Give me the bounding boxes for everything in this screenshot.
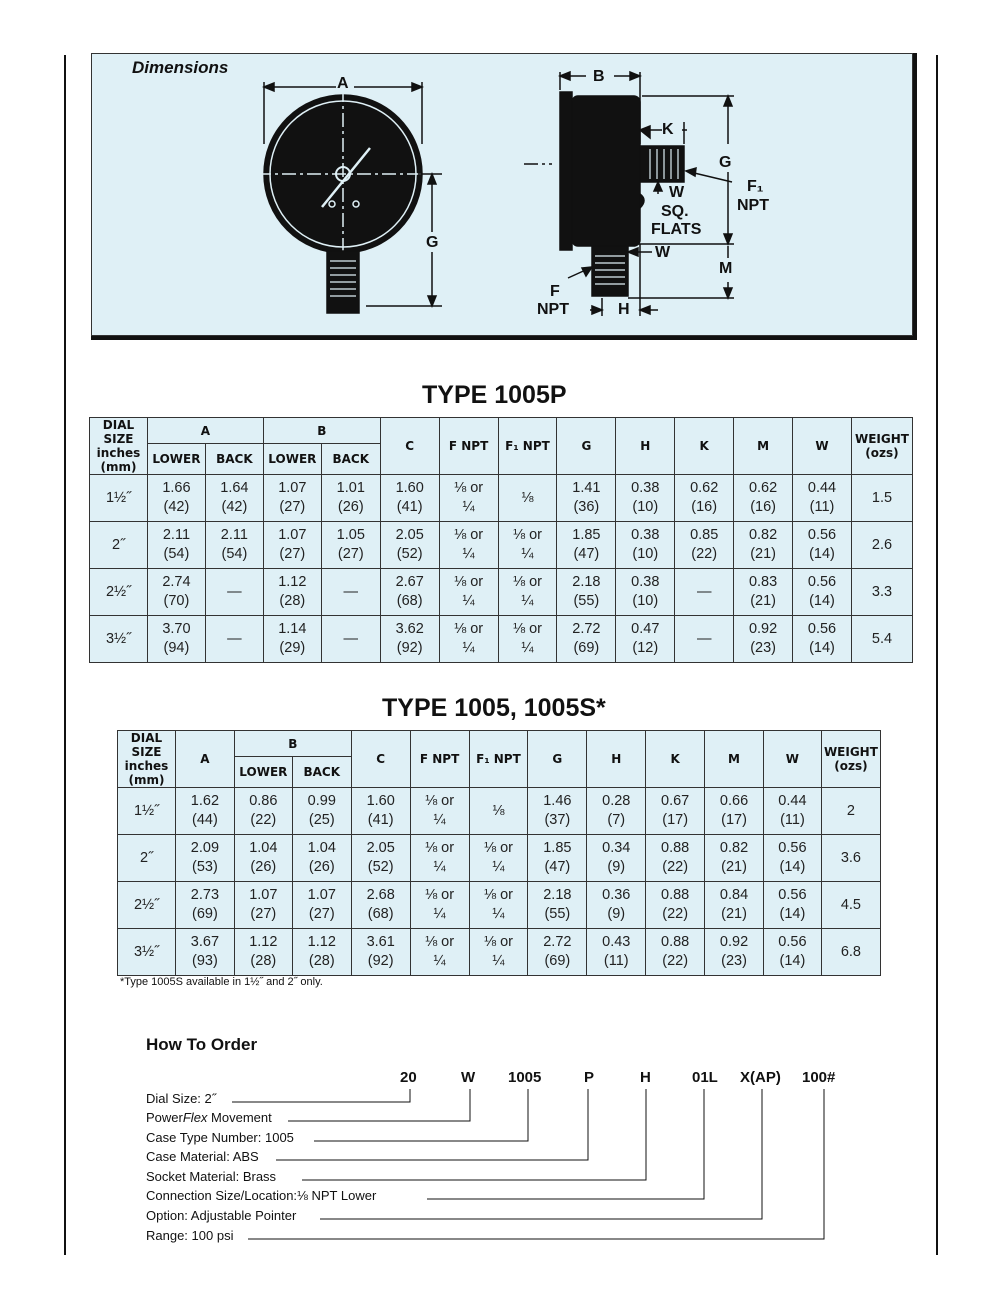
cell-value: 0.44 bbox=[778, 793, 807, 809]
cell-value: (21) bbox=[750, 593, 776, 609]
cell-value: ⅛ or bbox=[425, 887, 455, 903]
cell-value: 2.05 bbox=[366, 840, 395, 856]
col-m: M bbox=[705, 731, 764, 788]
cell-value: (22) bbox=[691, 546, 718, 562]
col-h: H bbox=[587, 731, 646, 788]
cell-value: (10) bbox=[632, 546, 659, 562]
cell-value: 0.92 bbox=[719, 934, 749, 950]
order-line-case-material: Case Material: ABS bbox=[146, 1149, 259, 1164]
cell-value: ¼ bbox=[521, 546, 534, 562]
col-dial-size: DIAL SIZE inches (mm) bbox=[118, 731, 176, 788]
table1-title: TYPE 1005P bbox=[422, 381, 567, 409]
cell-value: 1.07 bbox=[278, 480, 307, 496]
cell-value: 1.05 bbox=[336, 527, 365, 543]
col-f-npt: F NPT bbox=[439, 418, 498, 475]
cell-value: 1.04 bbox=[249, 840, 278, 856]
order-line-movement: PowerFlex Movement bbox=[146, 1110, 272, 1125]
cell-value: 3.62 bbox=[395, 621, 424, 637]
cell-value: — bbox=[696, 630, 712, 647]
cell-value: (53) bbox=[192, 859, 218, 875]
dim-label-sq: SQ. bbox=[661, 203, 689, 220]
cell-value: (25) bbox=[308, 812, 335, 828]
order-line-range: Range: 100 psi bbox=[146, 1228, 234, 1243]
cell-value: (14) bbox=[809, 640, 835, 656]
cell-value: (28) bbox=[250, 953, 277, 969]
cell-value: 1.41 bbox=[572, 480, 601, 496]
cell-value: (22) bbox=[662, 859, 689, 875]
cell-value: ⅛ or bbox=[454, 574, 484, 590]
cell-value: (22) bbox=[662, 906, 689, 922]
cell-value: (10) bbox=[632, 499, 659, 515]
cell-value: (23) bbox=[721, 953, 747, 969]
cell-value: 0.34 bbox=[602, 840, 631, 856]
col-m: M bbox=[734, 418, 793, 475]
cell-value: 0.56 bbox=[807, 527, 837, 543]
cell-value: 0.44 bbox=[807, 480, 837, 496]
cell-value: (14) bbox=[779, 953, 806, 969]
cell-value: ¼ bbox=[492, 906, 505, 922]
cell-value: 1.60 bbox=[395, 480, 424, 496]
cell-value: (14) bbox=[809, 593, 835, 609]
order-code-option: X(AP) bbox=[740, 1069, 781, 1086]
col-b-lower: LOWER bbox=[234, 757, 292, 788]
cell-value: (92) bbox=[396, 640, 423, 656]
dial-size-cell: 2˝ bbox=[90, 522, 148, 569]
cell-value: 6.8 bbox=[840, 943, 862, 960]
cell-value: ¼ bbox=[433, 906, 446, 922]
cell-value: (41) bbox=[367, 812, 394, 828]
cell-value: (27) bbox=[279, 546, 306, 562]
col-a: A bbox=[147, 418, 263, 444]
cell-value: (37) bbox=[544, 812, 571, 828]
cell-value: 3.61 bbox=[366, 934, 395, 950]
order-code-range: 100# bbox=[802, 1069, 836, 1086]
dim-label-f1: F₁ bbox=[747, 178, 764, 195]
cell-value: 1.66 bbox=[162, 480, 191, 496]
cell-value: — bbox=[696, 583, 712, 600]
cell-value: (11) bbox=[780, 812, 805, 828]
cell-value: 1.07 bbox=[278, 527, 307, 543]
cell-value: 0.56 bbox=[778, 887, 807, 903]
cell-value: ⅛ or bbox=[483, 934, 513, 950]
cell-value: (26) bbox=[308, 859, 335, 875]
dial-size-cell: 1½˝ bbox=[90, 475, 148, 522]
cell-value: 5.4 bbox=[871, 630, 893, 647]
cell-value: ¼ bbox=[433, 859, 446, 875]
cell-value: 0.47 bbox=[631, 621, 660, 637]
cell-value: 0.82 bbox=[748, 527, 778, 543]
cell-value: 0.38 bbox=[631, 574, 660, 590]
col-g: G bbox=[528, 731, 587, 788]
cell-value: ⅛ or bbox=[512, 621, 542, 637]
order-code-case-material: P bbox=[584, 1069, 595, 1086]
cell-value: ⅛ or bbox=[425, 840, 455, 856]
cell-value: 2.18 bbox=[543, 887, 572, 903]
cell-value: 1.12 bbox=[307, 934, 336, 950]
cell-value: (68) bbox=[367, 906, 394, 922]
dial-size-cell: 1½˝ bbox=[118, 788, 176, 835]
col-weight: WEIGHT (ozs) bbox=[851, 418, 912, 475]
cell-value: ¼ bbox=[462, 499, 475, 515]
col-b-back: BACK bbox=[292, 757, 351, 788]
cell-value: (70) bbox=[163, 593, 190, 609]
cell-value: (9) bbox=[607, 906, 626, 922]
cell-value: 0.56 bbox=[778, 840, 807, 856]
cell-value: (44) bbox=[192, 812, 218, 828]
cell-value: 0.92 bbox=[748, 621, 778, 637]
cell-value: (26) bbox=[337, 499, 364, 515]
cell-value: 2.72 bbox=[572, 621, 601, 637]
cell-value: (14) bbox=[779, 906, 806, 922]
cell-value: 2.72 bbox=[543, 934, 572, 950]
cell-value: 1.64 bbox=[220, 480, 249, 496]
col-b: B bbox=[234, 731, 351, 757]
cell-value: (16) bbox=[750, 499, 776, 515]
cell-value: 1.85 bbox=[572, 527, 601, 543]
cell-value: (22) bbox=[250, 812, 277, 828]
cell-value: 1.5 bbox=[871, 489, 893, 506]
cell-value: ¼ bbox=[462, 593, 475, 609]
cell-value: ⅛ or bbox=[454, 480, 484, 496]
cell-value: ⅛ or bbox=[512, 527, 542, 543]
cell-value: 1.46 bbox=[543, 793, 572, 809]
dial-size-cell: 3½˝ bbox=[90, 616, 148, 663]
cell-value: 2.68 bbox=[366, 887, 395, 903]
cell-value: 2.11 bbox=[220, 527, 248, 543]
cell-value: 3.3 bbox=[871, 583, 893, 600]
cell-value: 2.6 bbox=[871, 536, 893, 553]
dim-label-a: A bbox=[337, 75, 349, 92]
dial-size-cell: 2˝ bbox=[118, 835, 176, 882]
cell-value: 0.85 bbox=[690, 527, 719, 543]
dim-label-f: F bbox=[550, 283, 560, 300]
col-k: K bbox=[646, 731, 705, 788]
cell-value: (54) bbox=[221, 546, 248, 562]
cell-value: ¼ bbox=[521, 640, 534, 656]
cell-value: ⅛ or bbox=[454, 621, 484, 637]
col-b-back: BACK bbox=[321, 444, 380, 475]
cell-value: (12) bbox=[632, 640, 659, 656]
dim-label-m: M bbox=[719, 260, 733, 277]
cell-value: (26) bbox=[250, 859, 277, 875]
cell-value: 1.85 bbox=[543, 840, 572, 856]
cell-value: (42) bbox=[221, 499, 248, 515]
cell-value: (14) bbox=[779, 859, 806, 875]
cell-value: (55) bbox=[573, 593, 600, 609]
col-f-npt: F NPT bbox=[410, 731, 469, 788]
cell-value: (47) bbox=[573, 546, 600, 562]
cell-value: (52) bbox=[396, 546, 423, 562]
cell-value: (29) bbox=[279, 640, 306, 656]
cell-value: — bbox=[227, 583, 242, 600]
cell-value: (28) bbox=[308, 953, 335, 969]
cell-value: 0.83 bbox=[748, 574, 778, 590]
cell-value: 1.12 bbox=[249, 934, 278, 950]
col-w: W bbox=[763, 731, 821, 788]
cell-value: 0.38 bbox=[631, 527, 660, 543]
cell-value: ¼ bbox=[492, 859, 505, 875]
cell-value: (11) bbox=[809, 499, 835, 515]
dimensions-title: Dimensions bbox=[132, 58, 229, 77]
order-line-socket: Socket Material: Brass bbox=[146, 1169, 277, 1184]
cell-value: (23) bbox=[750, 640, 776, 656]
cell-value: 0.88 bbox=[661, 934, 690, 950]
cell-value: (21) bbox=[750, 546, 776, 562]
cell-value: (27) bbox=[279, 499, 306, 515]
cell-value: (94) bbox=[163, 640, 190, 656]
cell-value: 0.88 bbox=[661, 840, 690, 856]
dim-label-g-side: G bbox=[719, 154, 732, 171]
dim-label-w-top: W bbox=[669, 184, 685, 201]
cell-value: (11) bbox=[603, 953, 629, 969]
cell-value: 1.62 bbox=[190, 793, 220, 809]
dim-label-k: K bbox=[662, 121, 674, 138]
cell-value: 2.05 bbox=[395, 527, 424, 543]
cell-value: (22) bbox=[662, 953, 689, 969]
cell-value: 3.70 bbox=[162, 621, 191, 637]
cell-value: 0.88 bbox=[661, 887, 690, 903]
col-k: K bbox=[675, 418, 734, 475]
cell-value: (27) bbox=[337, 546, 364, 562]
col-a-lower: LOWER bbox=[147, 444, 205, 475]
cell-value: — bbox=[343, 583, 359, 600]
cell-value: (47) bbox=[544, 859, 571, 875]
dim-label-f1-npt: NPT bbox=[737, 197, 769, 214]
col-a: A bbox=[175, 731, 234, 788]
cell-value: (54) bbox=[163, 546, 190, 562]
cell-value: ¼ bbox=[462, 546, 475, 562]
cell-value: 1.01 bbox=[336, 480, 365, 496]
dim-label-w-bottom: W bbox=[655, 244, 671, 261]
cell-value: 0.56 bbox=[778, 934, 807, 950]
cell-value: ⅛ bbox=[521, 489, 534, 506]
cell-value: 1.60 bbox=[366, 793, 395, 809]
cell-value: (52) bbox=[367, 859, 394, 875]
col-c: C bbox=[351, 731, 410, 788]
cell-value: (55) bbox=[544, 906, 571, 922]
order-code-case-type: 1005 bbox=[508, 1069, 542, 1086]
col-a-back: BACK bbox=[205, 444, 263, 475]
cell-value: — bbox=[227, 630, 242, 647]
order-line-connection: Connection Size/Location:⅛ NPT Lower bbox=[146, 1188, 377, 1203]
col-g: G bbox=[557, 418, 616, 475]
cell-value: 0.28 bbox=[602, 793, 631, 809]
cell-value: 0.62 bbox=[748, 480, 778, 496]
cell-value: (9) bbox=[607, 859, 626, 875]
how-to-order-title: How To Order bbox=[146, 1035, 258, 1054]
cell-value: (17) bbox=[721, 812, 747, 828]
cell-value: (42) bbox=[163, 499, 190, 515]
cell-value: 1.14 bbox=[278, 621, 307, 637]
cell-value: 0.99 bbox=[307, 793, 336, 809]
col-w: W bbox=[793, 418, 852, 475]
cell-value: (14) bbox=[809, 546, 835, 562]
cell-value: (68) bbox=[396, 593, 423, 609]
cell-value: ⅛ or bbox=[454, 527, 484, 543]
table2-title: TYPE 1005, 1005S* bbox=[382, 694, 606, 722]
cell-value: (92) bbox=[367, 953, 394, 969]
cell-value: ⅛ or bbox=[425, 934, 455, 950]
cell-value: (69) bbox=[544, 953, 571, 969]
cell-value: 2.18 bbox=[572, 574, 601, 590]
cell-value: 0.66 bbox=[719, 793, 749, 809]
order-code-connection: 01L bbox=[692, 1069, 718, 1086]
cell-value: (41) bbox=[396, 499, 423, 515]
cell-value: 2.67 bbox=[395, 574, 424, 590]
order-code-dial: 20 bbox=[400, 1069, 417, 1086]
cell-value: 2.73 bbox=[190, 887, 220, 903]
col-c: C bbox=[380, 418, 439, 475]
cell-value: (27) bbox=[250, 906, 277, 922]
cell-value: (17) bbox=[662, 812, 689, 828]
cell-value: 0.56 bbox=[807, 574, 837, 590]
cell-value: 1.12 bbox=[278, 574, 307, 590]
cell-value: 1.07 bbox=[249, 887, 278, 903]
dial-size-cell: 2½˝ bbox=[118, 882, 176, 929]
dim-label-flats: FLATS bbox=[651, 221, 702, 238]
dim-label-f-npt: NPT bbox=[537, 301, 569, 318]
dim-label-b: B bbox=[593, 68, 605, 85]
cell-value: 0.62 bbox=[690, 480, 719, 496]
cell-value: ⅛ or bbox=[483, 840, 513, 856]
cell-value: (10) bbox=[632, 593, 659, 609]
dial-size-cell: 3½˝ bbox=[118, 929, 176, 976]
cell-value: (27) bbox=[308, 906, 335, 922]
order-code-socket: H bbox=[640, 1069, 651, 1086]
col-f1-npt: F₁ NPT bbox=[469, 731, 528, 788]
cell-value: (28) bbox=[279, 593, 306, 609]
cell-value: 0.36 bbox=[602, 887, 631, 903]
cell-value: 0.82 bbox=[719, 840, 749, 856]
cell-value: ⅛ bbox=[492, 802, 505, 819]
col-dial-size: DIAL SIZE inches (mm) bbox=[90, 418, 148, 475]
cell-value: 0.84 bbox=[719, 887, 749, 903]
cell-value: ⅛ or bbox=[483, 887, 513, 903]
cell-value: 0.86 bbox=[249, 793, 278, 809]
cell-value: (69) bbox=[573, 640, 600, 656]
order-line-case-type: Case Type Number: 1005 bbox=[146, 1130, 294, 1145]
dim-label-h: H bbox=[618, 301, 630, 318]
cell-value: 1.04 bbox=[307, 840, 336, 856]
cell-value: 3.6 bbox=[840, 849, 862, 866]
order-code-movement: W bbox=[461, 1069, 476, 1086]
col-b: B bbox=[263, 418, 380, 444]
dial-size-cell: 2½˝ bbox=[90, 569, 148, 616]
cell-value: 1.07 bbox=[307, 887, 336, 903]
cell-value: (7) bbox=[607, 812, 626, 828]
cell-value: 2.74 bbox=[162, 574, 191, 590]
cell-value: 0.38 bbox=[631, 480, 660, 496]
cell-value: 2 bbox=[846, 802, 855, 819]
cell-value: ¼ bbox=[462, 640, 475, 656]
cell-value: ⅛ or bbox=[512, 574, 542, 590]
cell-value: 4.5 bbox=[840, 896, 862, 913]
col-weight: WEIGHT (ozs) bbox=[821, 731, 880, 788]
cell-value: 0.43 bbox=[602, 934, 631, 950]
cell-value: 0.67 bbox=[661, 793, 690, 809]
cell-value: (21) bbox=[721, 859, 747, 875]
col-b-lower: LOWER bbox=[263, 444, 321, 475]
cell-value: 2.09 bbox=[190, 840, 220, 856]
cell-value: (16) bbox=[691, 499, 718, 515]
cell-value: 2.11 bbox=[162, 527, 191, 543]
order-line-option: Option: Adjustable Pointer bbox=[146, 1208, 297, 1223]
order-line-dial: Dial Size: 2˝ bbox=[146, 1091, 217, 1106]
cell-value: ¼ bbox=[433, 812, 446, 828]
dim-label-g-front: G bbox=[426, 234, 439, 251]
cell-value: 0.56 bbox=[807, 621, 837, 637]
table2-footnote: *Type 1005S available in 1½˝ and 2˝ only. bbox=[120, 976, 323, 988]
cell-value: — bbox=[343, 630, 359, 647]
cell-value: (69) bbox=[192, 906, 218, 922]
cell-value: (93) bbox=[192, 953, 218, 969]
cell-value: ¼ bbox=[492, 953, 505, 969]
cell-value: ⅛ or bbox=[425, 793, 455, 809]
col-f1-npt: F₁ NPT bbox=[498, 418, 557, 475]
cell-value: ¼ bbox=[433, 953, 446, 969]
col-h: H bbox=[616, 418, 675, 475]
cell-value: (36) bbox=[573, 499, 600, 515]
cell-value: (21) bbox=[721, 906, 747, 922]
cell-value: ¼ bbox=[521, 593, 534, 609]
cell-value: 3.67 bbox=[190, 934, 220, 950]
